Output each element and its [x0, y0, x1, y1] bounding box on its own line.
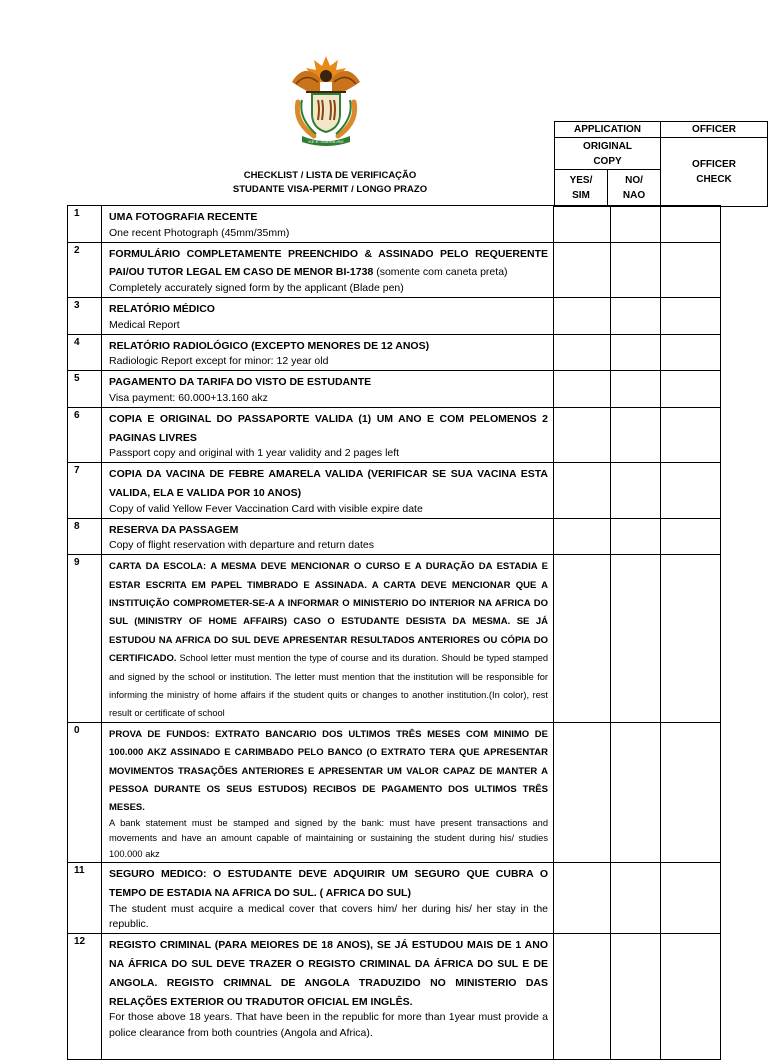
table-row: [68, 863, 721, 934]
yes-sim-checkbox[interactable]: [554, 297, 611, 334]
table-row: [68, 206, 721, 243]
no-nao-checkbox[interactable]: [611, 371, 661, 408]
yes-sim-checkbox[interactable]: [554, 463, 611, 518]
officer-check-cell[interactable]: [661, 722, 721, 862]
header-columns: [554, 121, 768, 207]
yes-sim-checkbox[interactable]: [554, 555, 611, 723]
table-row: [68, 518, 721, 555]
item-description: PROVA DE FUNDOS: EXTRATO BANCARIO DOS ULTIMOS TRÊS MESES COM MINIMO DE 100.000 AKZ ASSINADO E CARIMBADO PELO BANCO (O EXTRATO TERA QUE APRESENTAR MOVIMENTOS TRASAÇÕES ANTERIORES E APRESENTAR UM VALOR CAPAZ DE MANTER A PESSOA DURANTE OS SEUS ESTUDOS) RECIBOS DE PAGAMENTO DOS ULTIMOS TRÊS MESES. A bank statement must be stamped and signed by the bank: must have present transactions and movements and have an amount capable of maintaining or sustaining the student during his/ studies 100.000 akz: [102, 722, 554, 862]
no-nao-checkbox[interactable]: [611, 297, 661, 334]
table-row: [68, 334, 721, 371]
yes-sim-checkbox[interactable]: [554, 407, 611, 462]
item-number: 6: [68, 407, 102, 462]
table-row: [68, 407, 721, 462]
officer-header: OFFICER: [661, 122, 768, 138]
item-description: PAGAMENTO DA TARIFA DO VISTO DE ESTUDANTE Visa payment: 60.000+13.160 akz: [102, 371, 554, 408]
officer-check-cell[interactable]: [661, 297, 721, 334]
yes-sim-checkbox[interactable]: [554, 371, 611, 408]
item-number: 12: [68, 934, 102, 1060]
table-row: [68, 722, 721, 862]
no-nao-checkbox[interactable]: [611, 863, 661, 934]
table-row: [68, 463, 721, 518]
item-description: RESERVA DA PASSAGEM Copy of flight reservation with departure and return dates: [102, 518, 554, 555]
original-copy-header: ORIGINAL COPY: [555, 138, 661, 170]
officer-check-header: OFFICER CHECK: [661, 138, 768, 207]
no-nao-checkbox[interactable]: [611, 722, 661, 862]
no-nao-checkbox[interactable]: [611, 463, 661, 518]
item-number: 1: [68, 206, 102, 243]
no-nao-checkbox[interactable]: [611, 555, 661, 723]
officer-check-cell[interactable]: [661, 463, 721, 518]
officer-check-cell[interactable]: [661, 407, 721, 462]
item-description: REGISTO CRIMINAL (PARA MEIORES DE 18 ANOS), SE JÁ ESTUDOU MAIS DE 1 ANO NA ÁFRICA DO SUL DEVE TRAZER O REGISTO CRIMINAL DA ÁFRICA DO SUL E DE ANGOLA. REGISTO CRIMNAL DE ANGOLA TRADUZIDO NO MINISTERIO DAS RELAÇÕES EXTERIOR OU TRADUTOR OFICIAL EM INGLÊS. For those above 18 years. That have been in the republic for more than 1year must provide a police clearance from both countries (Angola and Africa).: [102, 934, 554, 1060]
item-number: 7: [68, 463, 102, 518]
no-nao-checkbox[interactable]: [611, 334, 661, 371]
item-description: FORMULÁRIO COMPLETAMENTE PREENCHIDO & ASSINADO PELO REQUERENTE PAI/OU TUTOR LEGAL EM CASO DE MENOR BI-1738 (somente com caneta preta) Completely accurately signed form by the applicant (Blade pen): [102, 242, 554, 297]
no-nao-header: NO/ NAO: [622, 175, 646, 201]
item-number: 5: [68, 371, 102, 408]
coat-of-arms-emblem: [284, 52, 368, 148]
yes-sim-header: YES/ SIM: [555, 170, 608, 206]
item-description: UMA FOTOGRAFIA RECENTE One recent Photograph (45mm/35mm): [102, 206, 554, 243]
officer-check-cell[interactable]: [661, 242, 721, 297]
yes-sim-checkbox[interactable]: [554, 863, 611, 934]
item-description: RELATÓRIO MÉDICO Medical Report: [102, 297, 554, 334]
officer-check-cell[interactable]: [661, 206, 721, 243]
checklist-table: [67, 205, 721, 1060]
table-row: [68, 297, 721, 334]
no-nao-checkbox[interactable]: [611, 206, 661, 243]
item-description: COPIA DA VACINA DE FEBRE AMARELA VALIDA (VERIFICAR SE SUA VACINA ESTA VALIDA, ELA E VALIDA POR 10 ANOS) Copy of valid Yellow Fever Vaccination Card with visible expire date: [102, 463, 554, 518]
yes-sim-checkbox[interactable]: [554, 722, 611, 862]
officer-check-cell[interactable]: [661, 518, 721, 555]
table-row: [68, 242, 721, 297]
officer-check-cell[interactable]: [661, 334, 721, 371]
item-description: COPIA E ORIGINAL DO PASSAPORTE VALIDA (1) UM ANO E COM PELOMENOS 2 PAGINAS LIVRES Passport copy and original with 1 year validity and 2 pages left: [102, 407, 554, 462]
no-nao-checkbox[interactable]: [611, 407, 661, 462]
yes-sim-checkbox[interactable]: [554, 242, 611, 297]
item-number: 8: [68, 518, 102, 555]
item-number: 11: [68, 863, 102, 934]
yes-sim-checkbox[interactable]: [554, 334, 611, 371]
item-description: CARTA DA ESCOLA: A MESMA DEVE MENCIONAR O CURSO E A DURAÇÃO DA ESTADIA E ESTAR ESCRITA EM PAPEL TIMBRADO E ASSINADA. A CARTA DEVE MENCIONAR QUE A INSTITUIÇÃO COMPROMETER-SE-A A INFORMAR O MINISTERIO DO INTERIOR NA AFRICA DO SUL (MINISTRY OF HOME AFFAIRS) CASO O ESTUDANTE DESISTA DA MESMA. SE JÁ ESTUDOU NA AFRICA DO SUL DEVE APRESENTAR RESULTADOS ANTERIORES OU CÓPIA DO CERTIFICADO. School letter must mention the type of course and its duration. Should be typed stamped and signed by the school or institution. The letter must mention that the institution will be responsible for informing the ministry of home affairs if the student quits or changes to another institution.(In color), rest result or certificate of school: [102, 555, 554, 723]
officer-check-cell[interactable]: [661, 555, 721, 723]
title-line-1: CHECKLIST / LISTA DE VERIFICAÇÃO: [243, 170, 417, 181]
no-nao-checkbox[interactable]: [611, 518, 661, 555]
table-row: [68, 934, 721, 1060]
item-number: 4: [68, 334, 102, 371]
application-header: APPLICATION: [555, 122, 661, 138]
yes-sim-checkbox[interactable]: [554, 934, 611, 1060]
table-row: [68, 555, 721, 723]
item-description: SEGURO MEDICO: O ESTUDANTE DEVE ADQUIRIR UM SEGURO QUE CUBRA O TEMPO DE ESTADIA NA AFRICA DO SUL. ( AFRICA DO SUL) The student must acquire a medical cover that covers him/ her during his/ her stay in the republic.: [102, 863, 554, 934]
no-nao-checkbox[interactable]: [611, 934, 661, 1060]
item-description: RELATÓRIO RADIOLÓGICO (EXCEPTO MENORES DE 12 ANOS) Radiologic Report except for minor: 12 year old: [102, 334, 554, 371]
yes-sim-checkbox[interactable]: [554, 206, 611, 243]
officer-check-cell[interactable]: [661, 934, 721, 1060]
title-line-2: STUDANTE VISA-PERMIT / LONGO PRAZO: [232, 184, 428, 195]
emblem-motto: !KE E: /XARRA //KE: [308, 139, 344, 144]
item-number: 0: [68, 722, 102, 862]
yes-sim-checkbox[interactable]: [554, 518, 611, 555]
item-number: 3: [68, 297, 102, 334]
table-row: [68, 371, 721, 408]
item-number: 9: [68, 555, 102, 723]
officer-check-cell[interactable]: [661, 863, 721, 934]
document-title: [195, 169, 465, 197]
officer-check-cell[interactable]: [661, 371, 721, 408]
item-number: 2: [68, 242, 102, 297]
no-nao-checkbox[interactable]: [611, 242, 661, 297]
